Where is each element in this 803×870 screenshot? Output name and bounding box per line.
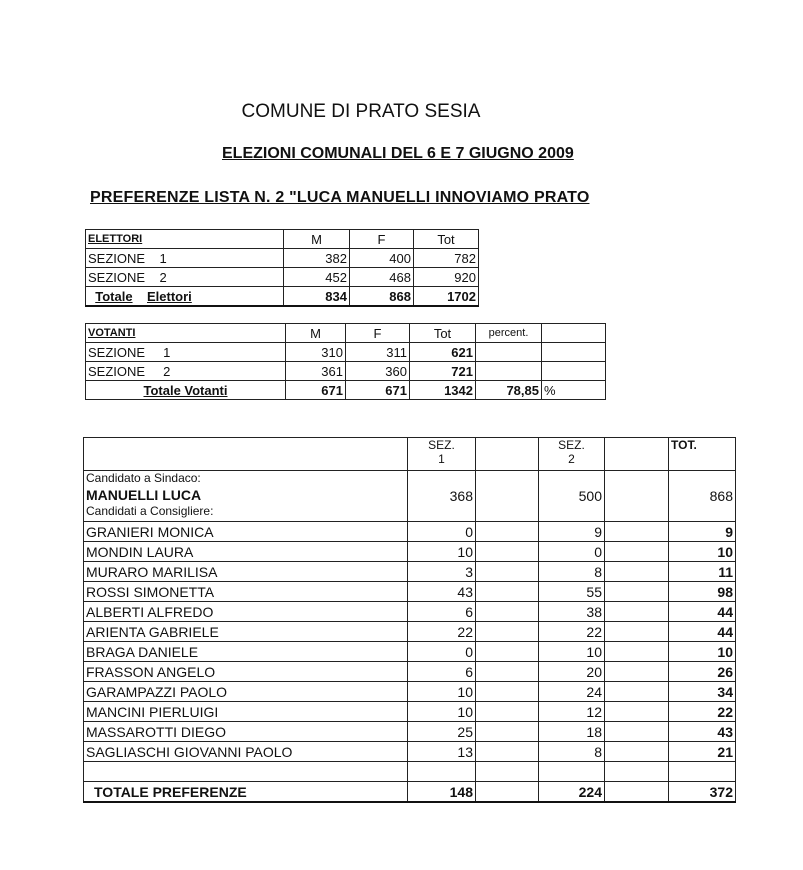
cell-tot: 21: [669, 742, 736, 762]
candidate-name: BRAGA DANIELE: [84, 642, 408, 662]
table-row: [84, 642, 736, 662]
cell-sez1: 0: [408, 522, 476, 542]
cell-sez1: 25: [408, 722, 476, 742]
col-m: M: [284, 230, 350, 249]
cell-tot: 44: [669, 622, 736, 642]
table-row: [84, 702, 736, 722]
candidate-name: MONDIN LAURA: [84, 542, 408, 562]
table-row: [86, 343, 606, 362]
cell-tot: 9: [669, 522, 736, 542]
election-subtitle: ELEZIONI COMUNALI DEL 6 E 7 GIUGNO 2009: [222, 145, 574, 162]
col-m: M: [286, 324, 346, 343]
col-f: F: [346, 324, 410, 343]
votanti-table: [85, 323, 606, 400]
table-row: [84, 602, 736, 622]
col-sez1-b: 1: [438, 452, 445, 466]
col-tot: TOT.: [669, 438, 736, 471]
cell-sez2: 0: [539, 542, 605, 562]
cell-tot: 43: [669, 722, 736, 742]
table-row: [84, 562, 736, 582]
cell-sez1: 10: [408, 702, 476, 722]
cell-f: 360: [346, 362, 410, 381]
candidate-name: ROSSI SIMONETTA: [84, 582, 408, 602]
cell-sez2: 8: [539, 742, 605, 762]
cell-tot: 10: [669, 642, 736, 662]
totale-preferenze-row: [84, 782, 736, 803]
cell-tot: 10: [669, 542, 736, 562]
total-percent: 78,85: [476, 381, 542, 400]
table-row: [84, 742, 736, 762]
cell-sez2: 24: [539, 682, 605, 702]
table-row: [84, 622, 736, 642]
elettori-title: ELETTORI: [86, 230, 284, 249]
table-row: [84, 522, 736, 542]
total-m: 671: [286, 381, 346, 400]
cell-sez1: 10: [408, 542, 476, 562]
cell-sez2: 38: [539, 602, 605, 622]
sindaco-sez1: 368: [408, 471, 476, 522]
cell-tot: 26: [669, 662, 736, 682]
cell-tot: 621: [410, 343, 476, 362]
candidate-name: GRANIERI MONICA: [84, 522, 408, 542]
cell-tot: 44: [669, 602, 736, 622]
table-row: [86, 362, 606, 381]
candidate-name: FRASSON ANGELO: [84, 662, 408, 682]
col-f: F: [350, 230, 414, 249]
cell-sez1: 10: [408, 682, 476, 702]
row-label: SEZIONE: [88, 250, 146, 266]
cell-sez2: 8: [539, 562, 605, 582]
page-title: COMUNE DI PRATO SESIA: [241, 101, 481, 122]
cell-sez1: 0: [408, 642, 476, 662]
table-row: [84, 682, 736, 702]
cell-sez2: 20: [539, 662, 605, 682]
list-title: PREFERENZE LISTA N. 2 "LUCA MANUELLI INNOVIAMO PRATO: [90, 189, 590, 206]
table-row: [84, 542, 736, 562]
cell-sez2: 10: [539, 642, 605, 662]
cell-f: 400: [350, 249, 414, 268]
candidate-name: MANCINI PIERLUIGI: [84, 702, 408, 722]
cell-sez1: 6: [408, 602, 476, 622]
cell-tot: 22: [669, 702, 736, 722]
cell-tot: 98: [669, 582, 736, 602]
row-label: SEZIONE: [88, 269, 146, 285]
consiglieri-label: Candidati a Consigliere:: [86, 504, 214, 518]
cell-m: 452: [284, 268, 350, 287]
col-sez2-b: 2: [568, 452, 575, 466]
col-tot: Tot: [410, 324, 476, 343]
col-sez2-a: SEZ.: [558, 438, 585, 452]
cell-m: 361: [286, 362, 346, 381]
cell-sez1: 3: [408, 562, 476, 582]
cell-tot: 920: [414, 268, 479, 287]
votanti-title: VOTANTI: [86, 324, 286, 343]
candidate-name: ALBERTI ALFREDO: [84, 602, 408, 622]
preferenze-table: [83, 437, 736, 803]
totale-s2: 224: [539, 782, 605, 803]
row-num: 2: [159, 269, 167, 285]
total-f: 671: [346, 381, 410, 400]
row-num: 2: [163, 363, 171, 379]
cell-tot: 34: [669, 682, 736, 702]
cell-sez2: 22: [539, 622, 605, 642]
total-label-a: Totale: [95, 288, 133, 304]
total-label: Totale Votanti: [143, 382, 228, 398]
cell-sez1: 6: [408, 662, 476, 682]
total-tot: 1342: [410, 381, 476, 400]
table-row: [84, 722, 736, 742]
cell-m: 382: [284, 249, 350, 268]
row-label: SEZIONE: [88, 344, 146, 360]
cell-sez2: 55: [539, 582, 605, 602]
col-percent: percent.: [476, 324, 542, 343]
candidate-name: ARIENTA GABRIELE: [84, 622, 408, 642]
total-row: [86, 381, 606, 400]
sindaco-sez2: 500: [539, 471, 605, 522]
sindaco-name: MANUELLI LUCA: [86, 487, 202, 503]
sindaco-label: Candidato a Sindaco:: [86, 471, 201, 485]
total-label-b: Elettori: [147, 288, 192, 304]
row-num: 1: [159, 250, 167, 266]
sindaco-row: [84, 471, 736, 522]
table-row: [86, 249, 479, 268]
elettori-table: [85, 229, 479, 307]
col-sez1-a: SEZ.: [428, 438, 455, 452]
cell-sez1: 13: [408, 742, 476, 762]
total-m: 834: [284, 287, 350, 307]
cell-sez2: 9: [539, 522, 605, 542]
sindaco-tot: 868: [669, 471, 736, 522]
total-tot: 1702: [414, 287, 479, 307]
cell-sez1: 22: [408, 622, 476, 642]
candidate-name: MASSAROTTI DIEGO: [84, 722, 408, 742]
cell-m: 310: [286, 343, 346, 362]
table-row: [84, 662, 736, 682]
cell-f: 311: [346, 343, 410, 362]
candidate-name: SAGLIASCHI GIOVANNI PAOLO: [84, 742, 408, 762]
cell-sez2: 12: [539, 702, 605, 722]
cell-tot: 782: [414, 249, 479, 268]
totale-tot: 372: [669, 782, 736, 803]
totale-s1: 148: [408, 782, 476, 803]
totale-label: TOTALE PREFERENZE: [84, 782, 408, 803]
row-num: 1: [163, 344, 171, 360]
total-row: [86, 287, 479, 307]
total-f: 868: [350, 287, 414, 307]
table-row: [86, 268, 479, 287]
row-label: SEZIONE: [88, 363, 146, 379]
col-tot: Tot: [414, 230, 479, 249]
cell-sez2: 18: [539, 722, 605, 742]
candidate-name: GARAMPAZZI PAOLO: [84, 682, 408, 702]
percent-sign: %: [542, 381, 606, 400]
cell-sez1: 43: [408, 582, 476, 602]
cell-tot: 721: [410, 362, 476, 381]
cell-f: 468: [350, 268, 414, 287]
cell-tot: 11: [669, 562, 736, 582]
table-row: [84, 582, 736, 602]
candidate-name: MURARO MARILISA: [84, 562, 408, 582]
